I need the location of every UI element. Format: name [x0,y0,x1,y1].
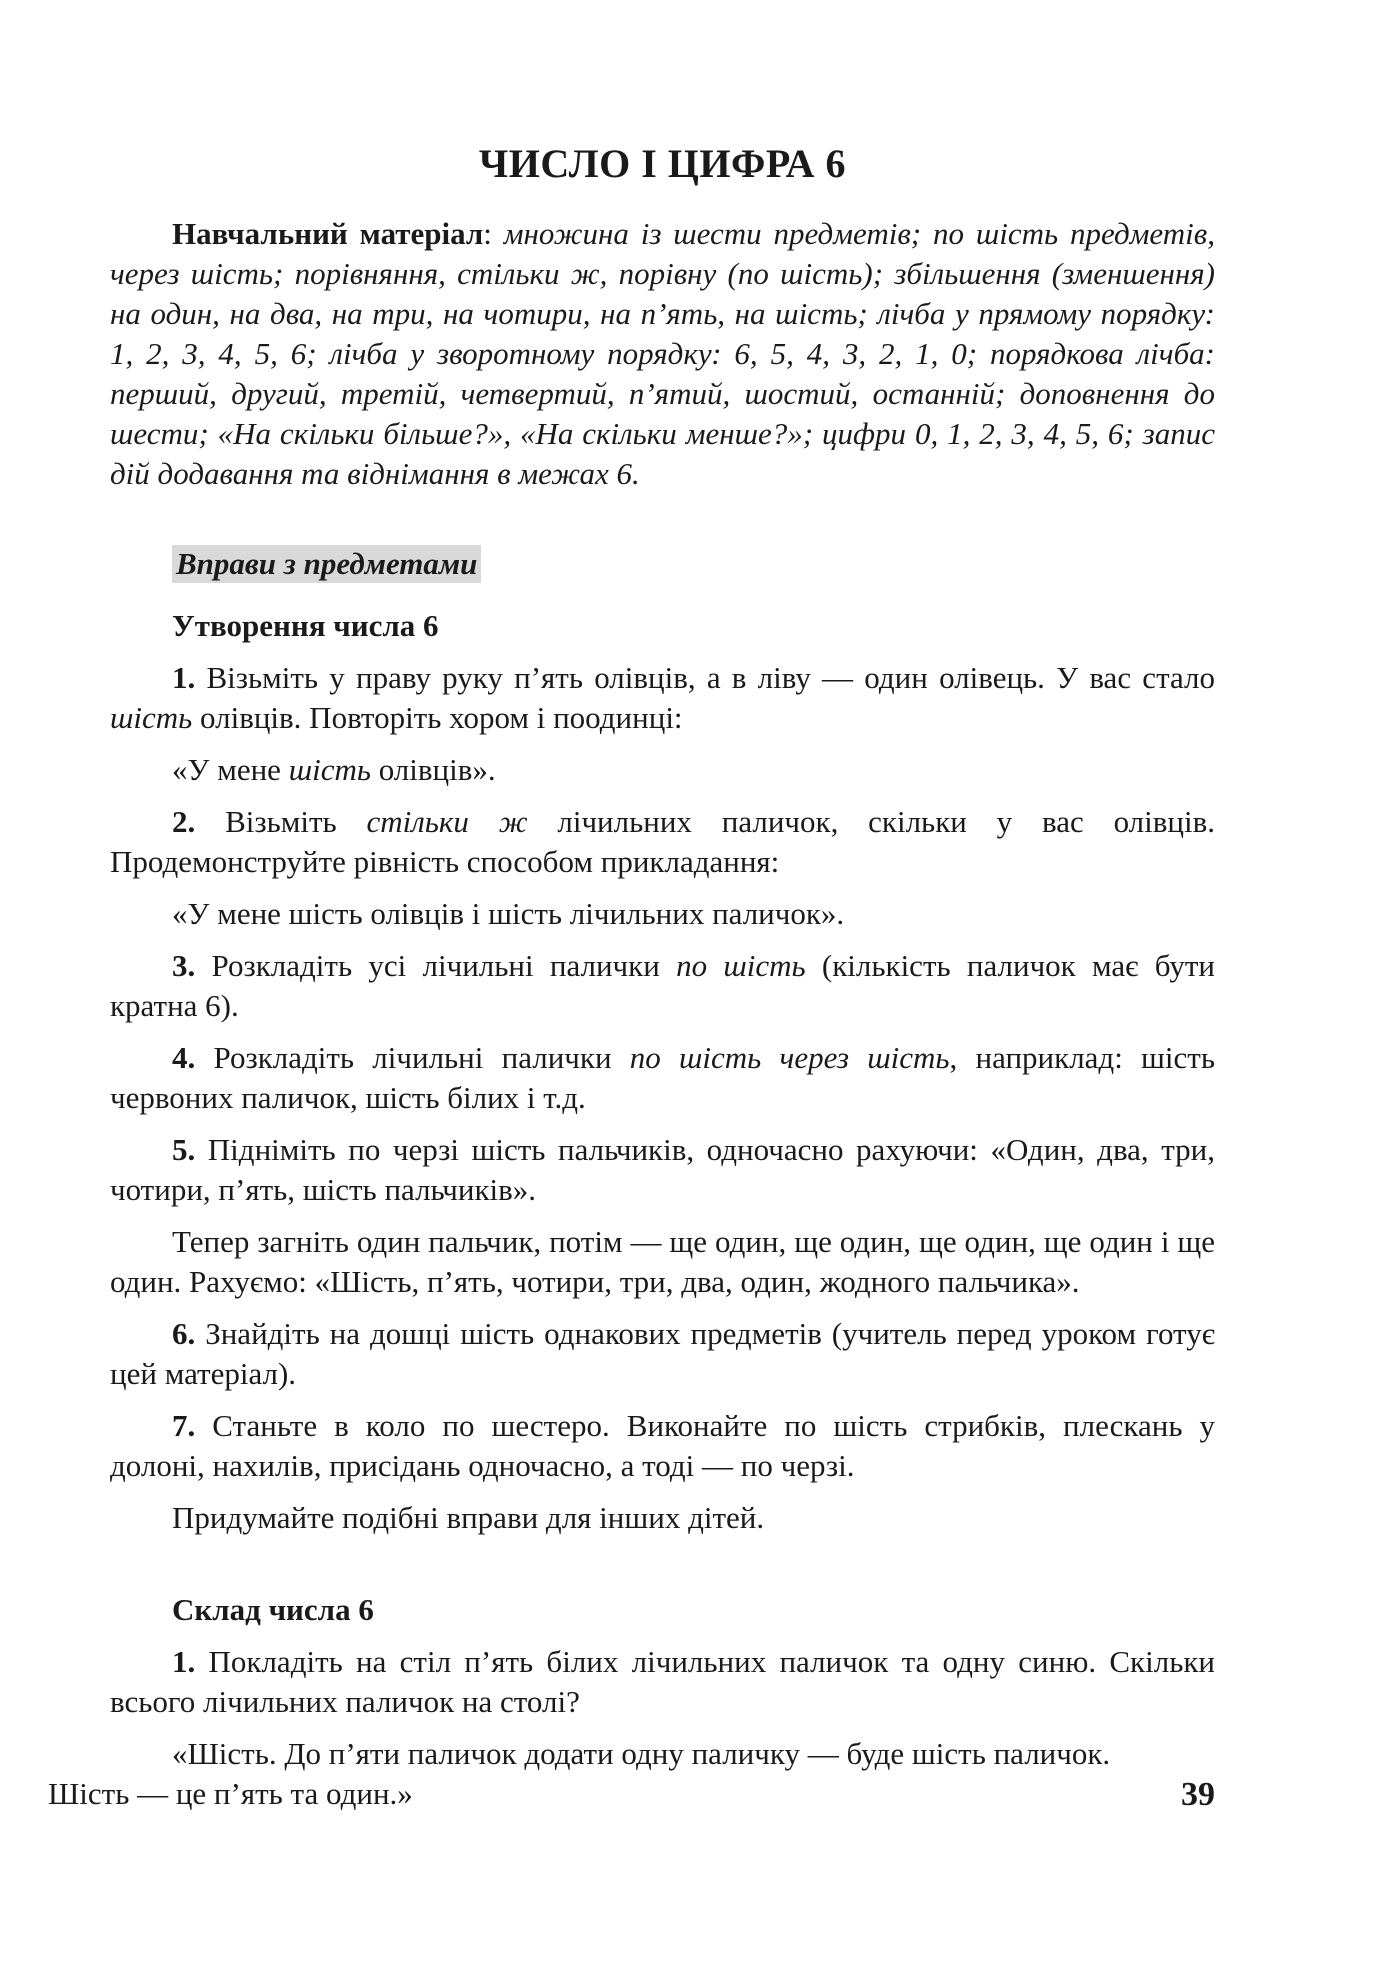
exercise-emphasis: стільки ж [366,804,528,839]
exercise-1-quote [110,750,1215,790]
exercise-text: Візьміть у праву руку п’ять олівців, а в ліву — один олівець. У вас стало [195,660,1215,695]
quote-line-2: Шість — це п’ять та один.» [48,1776,413,1811]
exercise-text: Візьміть [195,804,367,839]
exercise-number: 3. [172,948,196,983]
page-content [48,140,1215,1814]
exercise-number: 2. [172,804,196,839]
composition-exercise-1-quote [48,1734,1215,1814]
exercise-number: 6. [172,1316,196,1351]
learning-material-paragraph [110,214,1215,494]
subheading-composition: Склад числа 6 [172,1592,374,1627]
exercise-text: лічильних паличок, скільки у вас олівців. Продемонструйте рівність способом прикладання: [110,804,1215,879]
exercise-text: Покладіть на стіл п’ять білих лічильних паличок та одну синю. Скільки всього лічильних паличок на столі? [110,1644,1215,1719]
exercise-text: Знайдіть на дошці шість однакових предметів (учитель перед уроком готує цей матеріал). [110,1316,1215,1391]
exercise-text: Підніміть по черзі шість пальчиків, одночасно рахуючи: «Один, два, три, чотири, п’ять, шість пальчиків». [110,1132,1215,1207]
exercise-emphasis: шість [110,700,193,735]
quote-line-1: «Шість. До п’яти паличок додати одну паличку — буде шість паличок. [172,1736,1111,1771]
exercise-number: 1. [172,660,196,695]
exercise-2-quote: «У мене шість олівців і шість лічильних паличок». [172,896,845,931]
learning-material-label: Навчальний матеріал [172,216,484,251]
label-separator: : [483,216,504,251]
composition-exercise-1 [110,1642,1215,1722]
exercise-text: Розкладіть усі лічильні палички [195,948,677,983]
exercise-1 [110,658,1215,738]
exercise-number: 7. [172,1408,196,1443]
exercise-text: олівців. Повторіть хором і поодинці: [192,700,683,735]
subheading-formation: Утворення числа 6 [172,608,439,643]
page-number: 39 [1181,1776,1215,1813]
exercise-number: 4. [172,1040,196,1075]
section-label-exercises: Вправи з предметами [172,545,481,583]
exercise-text: Станьте в коло по шестеро. Виконайте по шість стрибків, плескань у долоні, нахилів, присідань одночасно, а тоді — по черзі. [110,1408,1215,1483]
exercise-5 [110,1130,1215,1210]
exercise-text: Розкладіть лічильні палички [195,1040,630,1075]
exercise-7-continuation: Придумайте подібні вправи для інших дітей. [172,1500,765,1535]
exercise-3 [110,946,1215,1026]
exercise-4 [110,1038,1215,1118]
quote-text: «У мене [172,752,289,787]
exercise-number: 5. [172,1132,196,1167]
learning-material-text: множина із шести предметів; по шість предметів, через шість; порівняння, стільки ж, порівну (по шість); збільшення (зменшення) на один, на два, на три, на чотири, на п’ять, на шість; лічба у прямому порядку: 1, 2, 3, 4, 5, 6; лічба у зворотному порядку: 6, 5, 4, 3, 2, 1, 0; порядкова лічба: перший, другий, третій, четвертий, п’ятий, шостий, останній; доповнення до шести; «На скільки більше?», «На скільки менше?»; цифри 0, 1, 2, 3, 4, 5, 6; запис дій додавання та віднімання в межах 6. [110,216,1215,491]
quote-emphasis: шість [288,752,371,787]
section-label-wrap [110,544,1215,584]
exercise-emphasis: по шість [676,948,806,983]
exercise-2 [110,802,1215,882]
exercise-text: (кількість паличок має бути кратна 6). [110,948,1215,1023]
exercise-5-continuation: Тепер загніть один пальчик, потім — ще один, ще один, ще один, ще один і ще один. Рахуємо: «Шість, п’ять, чотири, три, два, один, жодного пальчика». [110,1224,1215,1299]
page-title: ЧИСЛО І ЦИФРА 6 [478,141,847,186]
exercise-text: , наприклад: шість червоних паличок, шість білих і т.д. [110,1040,1215,1115]
exercise-number: 1. [172,1644,196,1679]
exercise-emphasis: по шість через шість [629,1040,950,1075]
exercise-7 [110,1406,1215,1486]
exercise-6 [110,1314,1215,1394]
quote-text: олівців». [370,752,496,787]
